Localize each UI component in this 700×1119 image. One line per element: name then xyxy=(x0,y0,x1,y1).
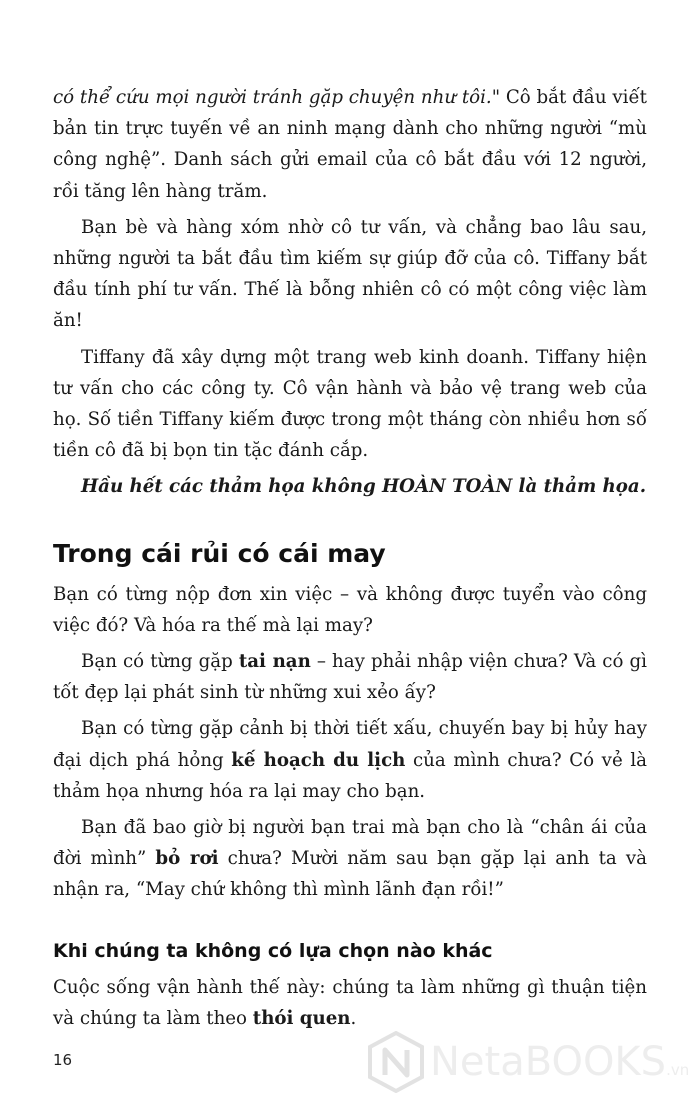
paragraph xyxy=(53,82,647,207)
paragraph xyxy=(53,646,647,708)
bold-term: kế hoạch du lịch xyxy=(231,749,406,771)
watermark-brand: NetaBOOKS xyxy=(430,1039,667,1085)
paragraph-text: Cuộc sống vận hành thế này: chúng ta làm những gì thuận tiện và chúng ta làm theo xyxy=(53,976,647,1029)
paragraph: Bạn bè và hàng xóm nhờ cô tư vấn, và chẳng bao lâu sau, những người ta bắt đầu tìm kiếm sự giúp đỡ của cô. Tiffany bắt đầu tính phí tư vấn. Thế là bỗng nhiên cô có một công việc làm ăn! xyxy=(53,216,647,332)
section-heading: Trong cái rủi có cái may xyxy=(53,538,386,568)
paragraph-text: . xyxy=(350,1007,357,1029)
bold-term: thói quen xyxy=(252,1007,351,1029)
paragraph xyxy=(53,713,647,807)
bold-term: bỏ rơi xyxy=(155,848,219,870)
paragraph-text: Bạn có từng gặp xyxy=(81,651,239,673)
paragraph-text: của mình chưa? Có vẻ là thảm họa nhưng hóa ra lại may cho bạn. xyxy=(53,749,647,802)
bold-term: tai nạn xyxy=(238,651,311,673)
paragraph xyxy=(53,972,647,1034)
watermark-suffix: .vn xyxy=(666,1061,690,1079)
italic-quote: có thể cứu mọi người tránh gặp chuyện như tôi." xyxy=(53,87,501,108)
emphasis-paragraph: Hầu hết các thảm họa không HOÀN TOÀN là thảm họa. xyxy=(81,476,647,498)
subsection-heading: Khi chúng ta không có lựa chọn nào khác xyxy=(53,939,493,962)
paragraph-text: Bạn đã bao giờ bị người bạn trai mà bạn cho là “chân ái của đời mình” xyxy=(53,817,647,870)
watermark xyxy=(366,1031,689,1093)
paragraph-text: Cô bắt đầu viết bản tin trực tuyến về an ninh mạng dành cho những người “mù công nghệ”. Danh sách gửi email của cô bắt đầu với 12 người, rồi tăng lên hàng trăm. xyxy=(53,87,647,202)
paragraph-text: – hay phải nhập viện chưa? Và có gì tốt đẹp lại phát sinh từ những xui xẻo ấy? xyxy=(53,651,647,704)
neta-logo-icon xyxy=(366,1031,426,1093)
paragraph-text: Bạn có từng gặp cảnh bị thời tiết xấu, chuyến bay bị hủy hay đại dịch phá hỏng xyxy=(53,718,647,771)
page-number: 16 xyxy=(53,1051,73,1069)
paragraph: Bạn có từng nộp đơn xin việc – và không được tuyển vào công việc đó? Và hóa ra thế mà lại may? xyxy=(53,583,647,636)
paragraph xyxy=(53,812,647,906)
paragraph: Tiffany đã xây dựng một trang web kinh doanh. Tiffany hiện tư vấn cho các công ty. Cô vận hành và bảo vệ trang web của họ. Số tiền Tiffany kiếm được trong một tháng còn nhiều hơn số tiền cô đã bị bọn tin tặc đánh cắp. xyxy=(53,346,647,462)
watermark-text xyxy=(430,1039,689,1085)
page-content xyxy=(53,82,647,1034)
paragraph-text: chưa? Mười năm sau bạn gặp lại anh ta và nhận ra, “May chứ không thì mình lãnh đạn rồi!” xyxy=(53,848,647,901)
